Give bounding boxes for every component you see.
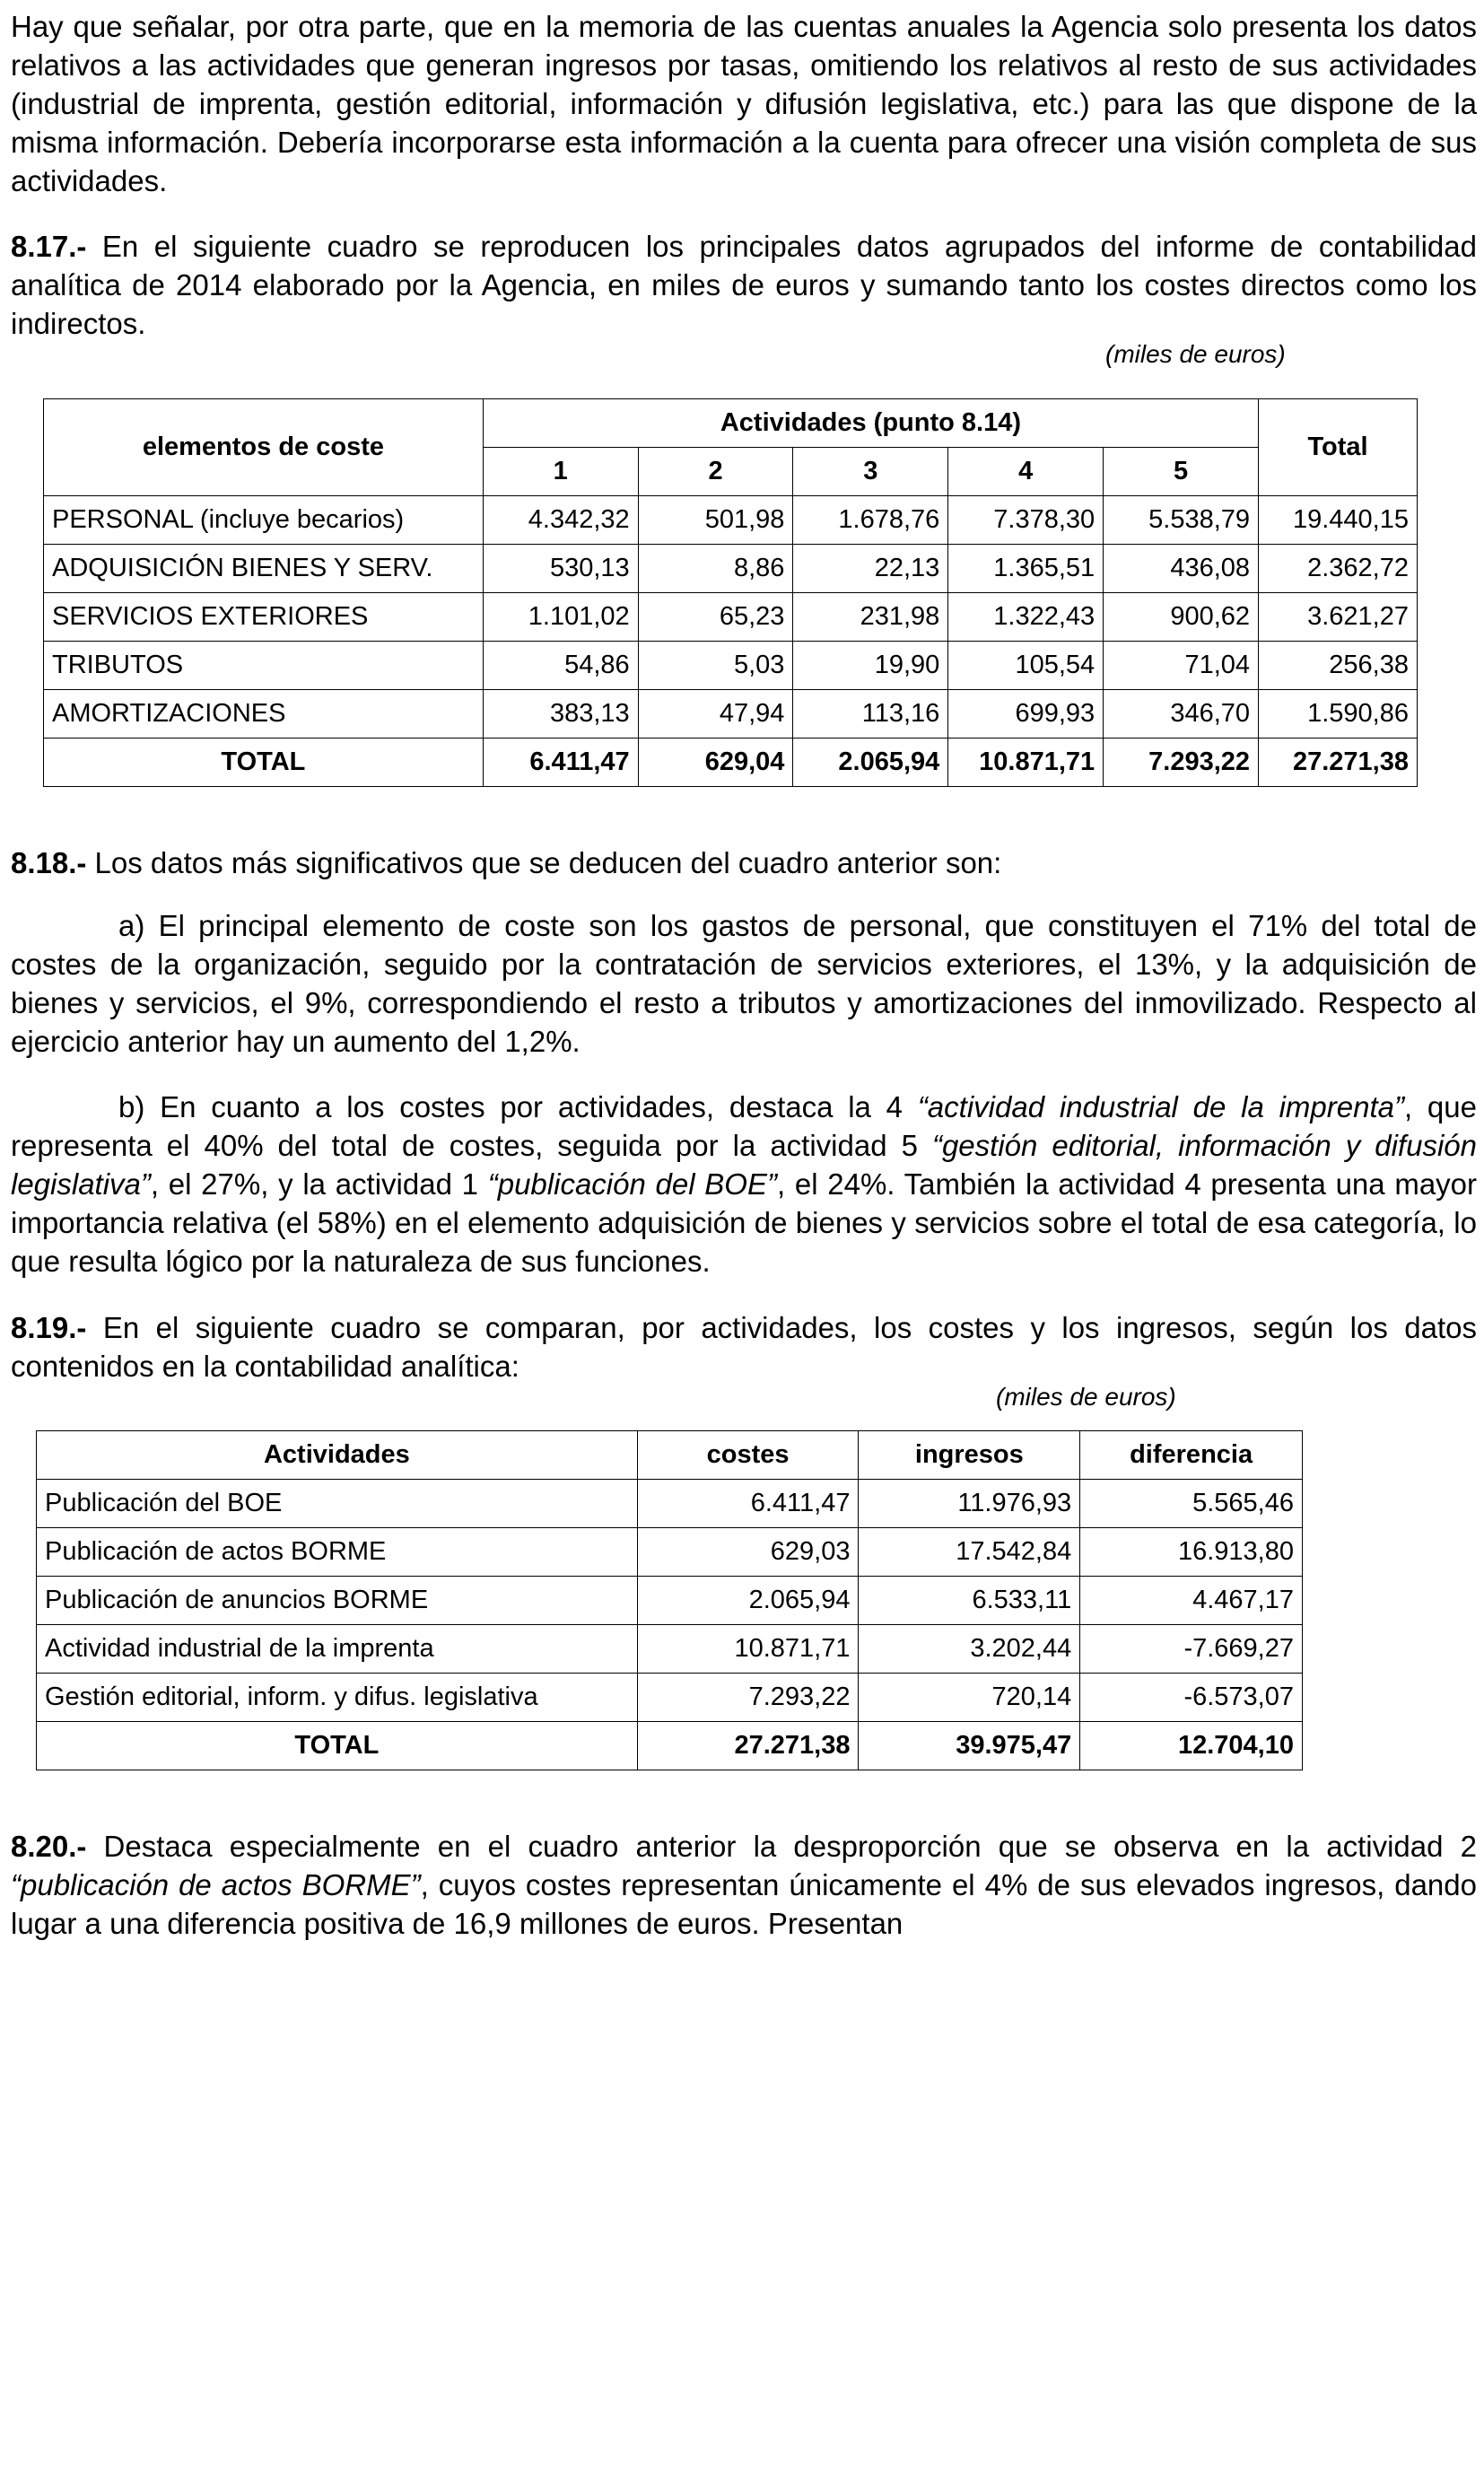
paragraph-label: 8.19.- <box>11 1311 87 1344</box>
total-cell: 2.065,94 <box>793 739 948 787</box>
cell: 1.322,43 <box>948 593 1104 642</box>
header-activities: Actividades (punto 8.14) <box>483 399 1258 448</box>
cell: 4.467,17 <box>1080 1577 1303 1625</box>
table-row <box>44 642 1418 690</box>
header-activity-5: 5 <box>1104 448 1259 496</box>
header-activity-2: 2 <box>638 448 793 496</box>
cell: 436,08 <box>1104 545 1259 593</box>
cell: 2.065,94 <box>637 1577 859 1625</box>
cell: 11.976,93 <box>859 1480 1080 1528</box>
row-label: Publicación del BOE <box>37 1480 638 1528</box>
table-header-row <box>37 1431 1303 1480</box>
paragraph-8-19 <box>11 1308 1477 1385</box>
paragraph-label: 8.20.- <box>11 1830 87 1863</box>
header-cost-elements: elementos de coste <box>44 399 484 496</box>
table2-unit-note: (miles de euros) <box>996 1383 1176 1411</box>
quoted-activity: “publicación de actos BORME” <box>11 1868 421 1901</box>
cell: 4.342,32 <box>483 496 638 545</box>
row-label: Actividad industrial de la imprenta <box>37 1625 638 1674</box>
row-label: Publicación de actos BORME <box>37 1528 638 1577</box>
paragraph-text: , el 27%, y la actividad 1 <box>150 1167 488 1201</box>
cell: 105,54 <box>948 642 1104 690</box>
cell: 5.538,79 <box>1104 496 1259 545</box>
cell: 530,13 <box>483 545 638 593</box>
paragraph-8-18 <box>11 843 1477 882</box>
row-label: Publicación de anuncios BORME <box>37 1577 638 1625</box>
table-row <box>37 1577 1303 1625</box>
header-activity-3: 3 <box>793 448 948 496</box>
cell: 19,90 <box>793 642 948 690</box>
total-cell: 7.293,22 <box>1104 739 1259 787</box>
header-activities: Actividades <box>37 1431 638 1480</box>
cell-total: 256,38 <box>1259 642 1418 690</box>
total-cell: 629,04 <box>638 739 793 787</box>
quoted-activity: “publicación del BOE” <box>487 1167 777 1201</box>
total-cell: 27.271,38 <box>1259 739 1418 787</box>
cell: 10.871,71 <box>637 1625 859 1674</box>
cell: 16.913,80 <box>1080 1528 1303 1577</box>
table-row <box>44 496 1418 545</box>
total-cell: 12.704,10 <box>1080 1722 1303 1770</box>
row-label: SERVICIOS EXTERIORES <box>44 593 484 642</box>
cell: 8,86 <box>638 545 793 593</box>
intro-paragraph: Hay que señalar, por otra parte, que en la memoria de las cuentas anuales la Agencia solo presenta los datos relativos a las actividades que generan ingresos por tasas, omitiendo los relativos al resto de sus actividades (industrial de imprenta, gestión editorial, información y difusión legislativa, etc.) para las que dispone de la misma información. Debería incorporarse esta información a la cuenta para ofrecer una visión completa de sus actividades. <box>11 10 1477 197</box>
paragraph-8-18-a <box>11 906 1477 1061</box>
cell: 383,13 <box>483 690 638 739</box>
cell: 71,04 <box>1104 642 1259 690</box>
paragraph-8-20 <box>11 1827 1477 1943</box>
cell: 900,62 <box>1104 593 1259 642</box>
header-income: ingresos <box>859 1431 1080 1480</box>
cell: -6.573,07 <box>1080 1674 1303 1722</box>
cell: 54,86 <box>483 642 638 690</box>
cell: -7.669,27 <box>1080 1625 1303 1674</box>
row-label: TRIBUTOS <box>44 642 484 690</box>
total-cell: 27.271,38 <box>637 1722 859 1770</box>
cell: 47,94 <box>638 690 793 739</box>
header-costs: costes <box>637 1431 859 1480</box>
total-cell: 10.871,71 <box>948 739 1104 787</box>
quoted-activity: “actividad industrial de la imprenta” <box>917 1090 1404 1123</box>
cell: 231,98 <box>793 593 948 642</box>
table-header-row <box>44 399 1418 448</box>
cell: 3.202,44 <box>859 1625 1080 1674</box>
cell-total: 2.362,72 <box>1259 545 1418 593</box>
cell: 113,16 <box>793 690 948 739</box>
cell: 7.378,30 <box>948 496 1104 545</box>
row-label: Gestión editorial, inform. y difus. legislativa <box>37 1674 638 1722</box>
cell: 1.101,02 <box>483 593 638 642</box>
paragraph-text: , cuyos costes representan únicamente el 4% de sus elevados ingresos, dando lugar a una diferencia positiva de 16,9 millones de euros. Presentan <box>11 1868 1477 1940</box>
header-activity-4: 4 <box>948 448 1104 496</box>
paragraph-label: 8.18.- <box>11 846 87 879</box>
table-row <box>44 593 1418 642</box>
table-row <box>37 1674 1303 1722</box>
paragraph-8-17 <box>11 227 1477 343</box>
total-label: TOTAL <box>44 739 484 787</box>
total-cell: 39.975,47 <box>859 1722 1080 1770</box>
cell: 6.533,11 <box>859 1577 1080 1625</box>
cell: 5.565,46 <box>1080 1480 1303 1528</box>
table-row <box>37 1480 1303 1528</box>
cell: 5,03 <box>638 642 793 690</box>
cell-total: 1.590,86 <box>1259 690 1418 739</box>
row-label: AMORTIZACIONES <box>44 690 484 739</box>
row-label: ADQUISICIÓN BIENES Y SERV. <box>44 545 484 593</box>
cell: 699,93 <box>948 690 1104 739</box>
paragraph-text: Destaca especialmente en el cuadro anterior la desproporción que se observa en la actividad 2 <box>86 1830 1477 1863</box>
cell: 720,14 <box>859 1674 1080 1722</box>
cell: 501,98 <box>638 496 793 545</box>
table-total-row <box>37 1722 1303 1770</box>
cost-elements-table <box>43 398 1418 787</box>
cell: 629,03 <box>637 1528 859 1577</box>
paragraph-text: , que representa el 40% del total de costes, seguida por la actividad 5 <box>11 1090 1477 1162</box>
paragraph-text: En el siguiente cuadro se comparan, por actividades, los costes y los ingresos, según los datos contenidos en la contabilidad analítica: <box>11 1311 1477 1383</box>
cell-total: 3.621,27 <box>1259 593 1418 642</box>
quoted-activity: “gestión editorial, información y difusión legislativa” <box>11 1129 1477 1201</box>
paragraph-8-18-b <box>11 1088 1477 1280</box>
cell: 22,13 <box>793 545 948 593</box>
table-row <box>37 1528 1303 1577</box>
costs-income-table <box>36 1430 1303 1770</box>
cell: 6.411,47 <box>637 1480 859 1528</box>
paragraph-text: b) En cuanto a los costes por actividades, destaca la 4 <box>118 1090 918 1123</box>
header-activity-1: 1 <box>483 448 638 496</box>
cell: 1.365,51 <box>948 545 1104 593</box>
cell: 346,70 <box>1104 690 1259 739</box>
row-label: PERSONAL (incluye becarios) <box>44 496 484 545</box>
cell: 65,23 <box>638 593 793 642</box>
paragraph-text: , el 24%. También la actividad 4 presenta una mayor importancia relativa (el 58%) en el elemento adquisición de bienes y servicios sobre el total de esa categoría, lo que resulta lógico por la naturaleza de sus funciones. <box>11 1167 1478 1278</box>
paragraph-text: a) El principal elemento de coste son los gastos de personal, que constituyen el 71% del total de costes de la organización, seguido por la contratación de servicios exteriores, el 13%, y la adquisición de bienes y servicios, el 9%, correspondiendo el resto a tributos y amortizaciones del inmovilizado. Respecto al ejercicio anterior hay un aumento del 1,2%. <box>11 909 1477 1058</box>
cell: 1.678,76 <box>793 496 948 545</box>
header-difference: diferencia <box>1080 1431 1303 1480</box>
table1-unit-note: (miles de euros) <box>1105 340 1286 368</box>
cell: 17.542,84 <box>859 1528 1080 1577</box>
paragraph-label: 8.17.- <box>11 230 87 263</box>
total-cell: 6.411,47 <box>483 739 638 787</box>
cell: 7.293,22 <box>637 1674 859 1722</box>
header-total: Total <box>1259 399 1418 496</box>
table-row <box>37 1625 1303 1674</box>
table-total-row <box>44 739 1418 787</box>
cell-total: 19.440,15 <box>1259 496 1418 545</box>
paragraph-text: En el siguiente cuadro se reproducen los principales datos agrupados del informe de contabilidad analítica de 2014 elaborado por la Agencia, en miles de euros y sumando tanto los costes directos como los indirectos. <box>11 230 1477 340</box>
table-row <box>44 690 1418 739</box>
table-row <box>44 545 1418 593</box>
total-label: TOTAL <box>37 1722 638 1770</box>
paragraph-text: Los datos más significativos que se deducen del cuadro anterior son: <box>86 846 1002 879</box>
